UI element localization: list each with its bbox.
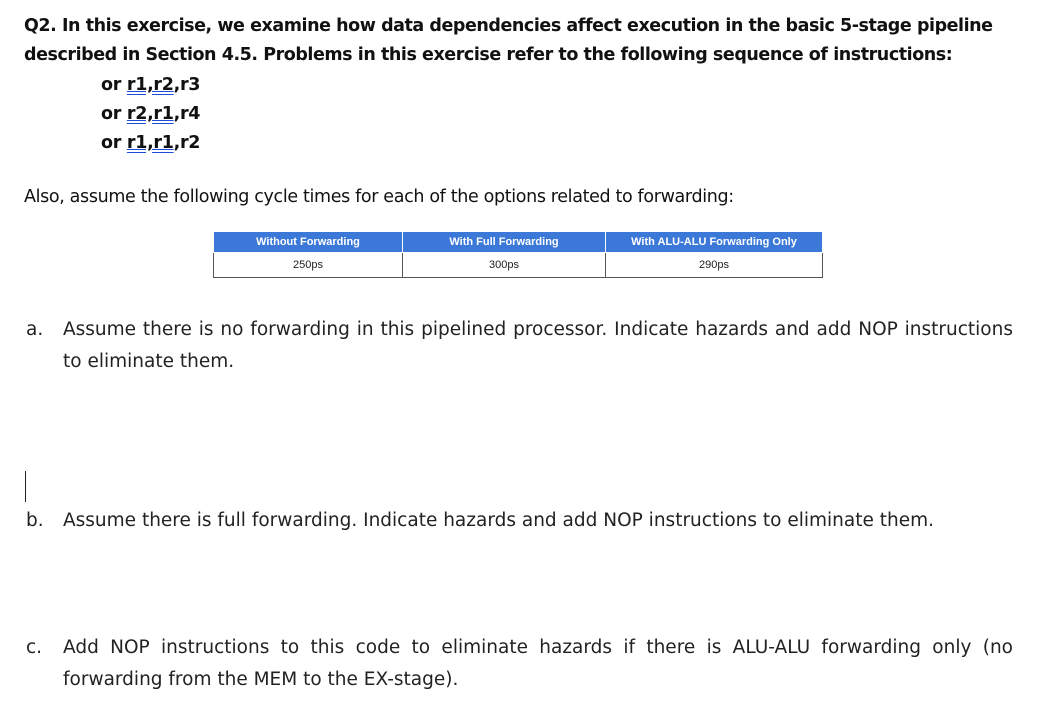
table-row bbox=[214, 253, 823, 278]
text-cursor bbox=[25, 471, 26, 502]
instruction-line: or r2,r1,r4 bbox=[101, 104, 201, 124]
instruction-line: or r1,r1,r2 bbox=[101, 133, 201, 153]
instruction-list bbox=[101, 71, 200, 158]
part-text: Assume there is no forwarding in this pipelined processor. Indicate hazards and add NOP instructions to eliminate them. bbox=[63, 319, 1013, 372]
intro-text: Also, assume the following cycle times for each of the options related to forwarding: bbox=[24, 187, 734, 207]
value-full-forwarding: 300ps bbox=[403, 253, 606, 278]
part-letter: b. bbox=[26, 510, 44, 531]
header-alu-alu-forwarding: With ALU-ALU Forwarding Only bbox=[606, 232, 823, 253]
header-without-forwarding: Without Forwarding bbox=[214, 232, 403, 253]
part-text: Assume there is full forwarding. Indicate hazards and add NOP instructions to eliminate them. bbox=[63, 510, 935, 531]
question-title: Q2. In this exercise, we examine how data dependencies affect execution in the basic 5-stage pipeline described in Section 4.5. Problems in this exercise refer to the following sequence of instructions: bbox=[24, 16, 993, 65]
table-header-row bbox=[214, 232, 823, 253]
part-letter: c. bbox=[26, 637, 43, 658]
header-full-forwarding: With Full Forwarding bbox=[403, 232, 606, 253]
value-alu-alu-forwarding: 290ps bbox=[606, 253, 823, 278]
part-letter: a. bbox=[26, 319, 44, 340]
value-without-forwarding: 250ps bbox=[214, 253, 403, 278]
part-text: Add NOP instructions to this code to eliminate hazards if there is ALU-ALU forwarding only (no forwarding from the MEM to the EX-stage). bbox=[63, 637, 1013, 690]
instruction-line: or r1,r2,r3 bbox=[101, 75, 201, 95]
cycle-time-table bbox=[213, 231, 823, 278]
